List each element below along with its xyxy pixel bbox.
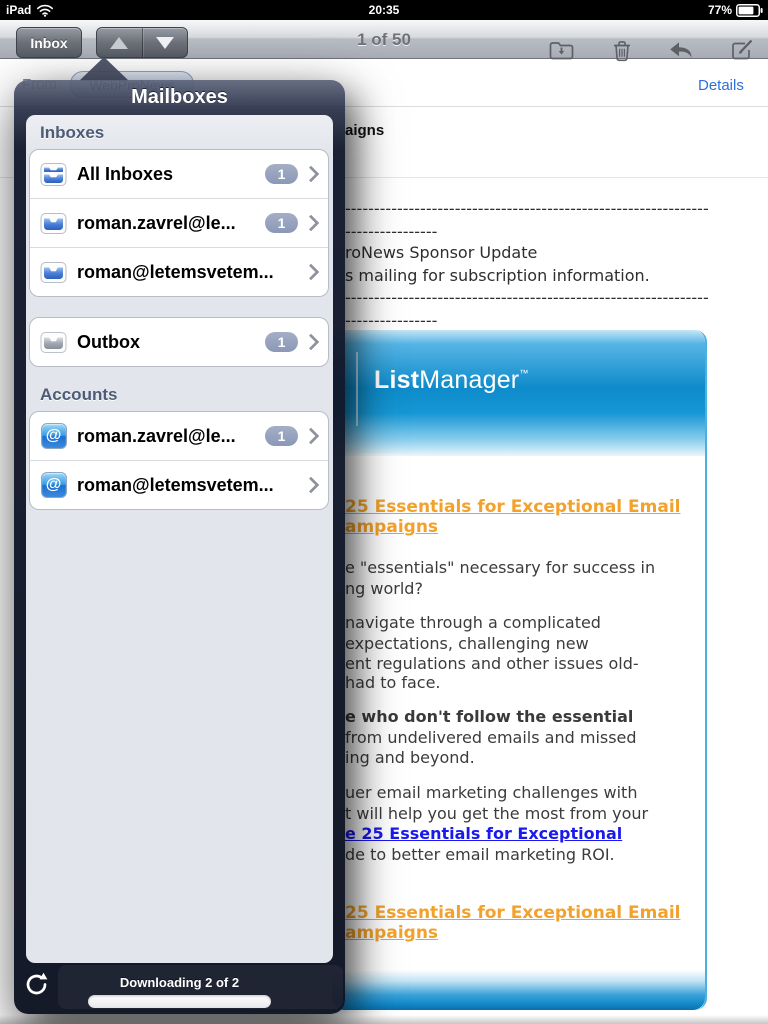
chevron-right-icon: [303, 166, 320, 183]
account-at-icon: [40, 423, 67, 450]
plaintext-line: s mailing for subscription information.: [345, 266, 650, 285]
logo-bold-part: List: [374, 366, 420, 394]
essentials-link[interactable]: ampaigns: [345, 517, 439, 537]
inboxes-section-header: Inboxes: [40, 123, 105, 142]
chevron-right-icon: [303, 215, 320, 232]
mailbox-row-all-inboxes[interactable]: [30, 150, 328, 199]
chevron-right-icon: [303, 264, 320, 281]
reply-button[interactable]: [667, 37, 695, 63]
unread-badge: 1: [265, 426, 298, 446]
download-progress-bar: [88, 995, 271, 1008]
essentials-link[interactable]: 25 Essentials for Exceptional Email: [345, 497, 681, 517]
up-arrow-icon: [110, 37, 128, 49]
newsletter-banner: [332, 330, 705, 456]
trademark-symbol: ™: [519, 368, 529, 378]
mailbox-row-outbox[interactable]: [30, 318, 328, 366]
unread-badge: 1: [265, 213, 298, 233]
body-text-line: uer email marketing challenges with: [345, 783, 638, 802]
all-inboxes-icon: [40, 161, 67, 188]
message-position-indicator: 1 of 50: [357, 30, 411, 49]
body-text-line: had to face.: [345, 673, 441, 692]
chevron-right-icon: [303, 334, 320, 351]
folder-move-icon: [548, 38, 575, 63]
outbox-group: [29, 317, 329, 367]
chevron-right-icon: [303, 477, 320, 494]
subject-line: aigns: [345, 122, 385, 139]
plaintext-line: roNews Sponsor Update: [345, 243, 538, 262]
body-text-line: navigate through a complicated: [345, 613, 601, 632]
popover-bottom-bar: [14, 963, 345, 1014]
down-arrow-icon: [156, 37, 174, 49]
inbox-icon: [40, 210, 67, 237]
logo-regular-part: Manager: [419, 366, 520, 394]
battery-icon: [736, 4, 763, 17]
essentials-link-bottom[interactable]: 25 Essentials for Exceptional Email: [345, 903, 681, 923]
plaintext-divider-line: ---------------------------------------------------------------: [345, 199, 709, 218]
body-text-line: from undelivered emails and missed: [345, 728, 637, 747]
plaintext-divider-line: ---------------------------------------------------------------: [345, 288, 709, 307]
accounts-section-header: Accounts: [40, 385, 118, 404]
download-status: Downloading 2 of 2: [119, 975, 240, 990]
mailbox-label: Outbox: [77, 331, 140, 352]
next-message-button[interactable]: [143, 28, 188, 57]
body-text-line: ing and beyond.: [345, 748, 475, 767]
chevron-right-icon: [303, 428, 320, 445]
mailbox-label: All Inboxes: [77, 163, 174, 184]
popover-panel: [26, 115, 333, 963]
account-label: roman@letemsvetem...: [77, 474, 274, 495]
unread-badge: 1: [265, 332, 298, 352]
inbox-back-button[interactable]: [16, 27, 82, 58]
clock: 20:35: [368, 3, 400, 17]
compose-icon: [729, 38, 756, 63]
compose-button[interactable]: [728, 37, 756, 63]
mailboxes-popover: [14, 80, 345, 1014]
message-nav-control: [96, 27, 188, 58]
body-text-line: de to better email marketing ROI.: [345, 845, 615, 864]
body-text-line: e "essentials" necessary for success in: [345, 558, 656, 577]
at-glyph: @: [45, 475, 62, 493]
mailbox-row-inbox-account1[interactable]: [30, 199, 328, 248]
plaintext-divider-line: ----------------: [345, 222, 438, 241]
status-bar: [0, 0, 768, 20]
body-text-line-bold: e who don't follow the essential: [345, 707, 634, 726]
account-row-2[interactable]: [30, 461, 328, 509]
move-to-folder-button[interactable]: [547, 37, 575, 63]
essentials-blue-link[interactable]: e 25 Essentials for Exceptional: [345, 824, 623, 843]
carrier-label: iPad: [6, 3, 32, 17]
mail-toolbar: [0, 20, 768, 59]
details-link[interactable]: Details: [698, 77, 744, 94]
battery-percent: 77%: [707, 3, 732, 17]
newsletter-footer: [332, 970, 705, 1010]
popover-title: Mailboxes: [131, 86, 228, 108]
account-row-1[interactable]: [30, 412, 328, 461]
delete-button[interactable]: [608, 37, 636, 63]
inbox-icon: [40, 259, 67, 286]
unread-badge: 1: [265, 164, 298, 184]
essentials-link-bottom[interactable]: ampaigns: [345, 923, 439, 943]
trash-icon: [610, 38, 634, 63]
account-at-icon: [40, 472, 67, 499]
body-text-line: expectations, challenging new: [345, 634, 589, 653]
banner-divider-line: [356, 352, 358, 426]
inboxes-group: [29, 149, 329, 297]
mailbox-label: roman@letemsvetem...: [77, 261, 274, 282]
plaintext-divider-line: ----------------: [345, 311, 438, 330]
outbox-icon: [40, 329, 67, 356]
listmanager-logo: [374, 366, 529, 395]
accounts-group: [29, 411, 329, 510]
body-text-line: ent regulations and other issues old-: [345, 654, 639, 673]
popover-arrow: [79, 57, 129, 81]
account-label: roman.zavrel@le...: [77, 425, 236, 446]
inbox-button-label: Inbox: [30, 34, 68, 51]
previous-message-button[interactable]: [97, 28, 143, 57]
page-bottom-edge: [0, 1015, 768, 1024]
body-text-line: t will help you get the most from your: [345, 804, 649, 823]
mailbox-label: roman.zavrel@le...: [77, 212, 236, 233]
body-text-line: ng world?: [345, 579, 423, 598]
at-glyph: @: [45, 426, 62, 444]
reply-arrow-icon: [668, 39, 695, 62]
mailbox-row-inbox-account2[interactable]: [30, 248, 328, 296]
